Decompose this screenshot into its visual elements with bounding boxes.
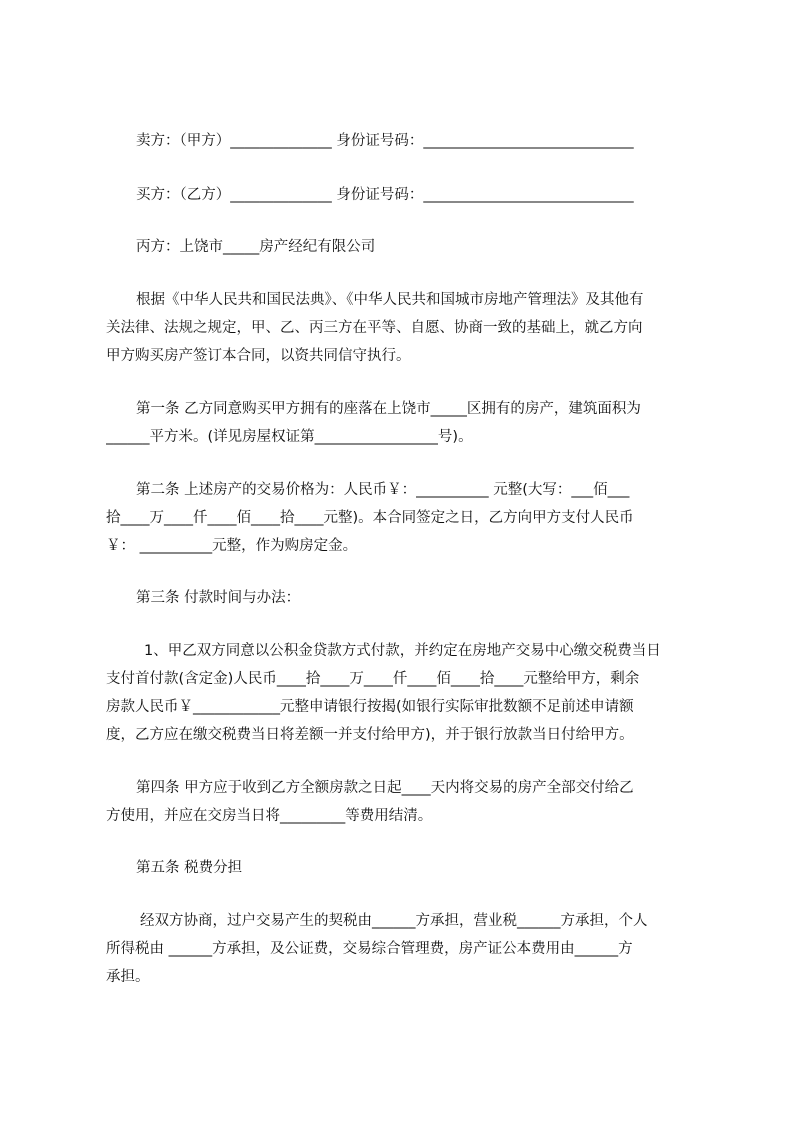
- article4-line-1: 第四条 甲方应于收到乙方全额房款之日起____天内将交易的房产全部交付给乙: [136, 780, 634, 796]
- article3-item1-line-3: 房款人民币￥____________元整申请银行按揭(如银行实际审批数额不足前述申请额: [106, 699, 634, 715]
- article5-line-2: 所得税由 ______方承担，及公证费，交易综合管理费，房产证公本费用由______方: [106, 941, 633, 957]
- preamble-line-2: 关法律、法规之规定，甲、乙、丙三方在平等、自愿、协商一致的基础上，就乙方向: [106, 320, 643, 336]
- article5-line-3: 承担。: [106, 969, 150, 985]
- article5-line-1: 经双方协商，过户交易产生的契税由______方承担，营业税______方承担，个人: [140, 913, 648, 929]
- agency-line: 丙方：上饶市_____房产经纪有限公司: [136, 239, 376, 255]
- article5-title: 第五条 税费分担: [136, 860, 243, 876]
- article3-item1-line-1: 1、甲乙双方同意以公积金贷款方式付款，并约定在房地产交易中心缴交税费当日: [144, 643, 661, 659]
- article3-title: 第三条 付款时间与办法：: [136, 590, 301, 606]
- buyer-line: 买方：（乙方）______________ 身份证号码：_____________________________: [136, 187, 634, 203]
- seller-line: 卖方：（甲方）______________ 身份证号码：_____________________________: [136, 133, 634, 149]
- preamble-line-3: 甲方购买房产签订本合同，以资共同信守执行。: [106, 348, 411, 364]
- article2-line-3: ￥： __________元整，作为购房定金。: [106, 538, 358, 554]
- article3-item1-line-4: 度，乙方应在缴交税费当日将差额一并支付给甲方)，并于银行放款当日付给甲方。: [106, 727, 634, 743]
- article2-line-1: 第二条 上述房产的交易价格为：人民币￥：__________ 元整(大写：___佰___: [136, 482, 630, 498]
- article1-line-1: 第一条 乙方同意购买甲方拥有的座落在上饶市_____区拥有的房产，建筑面积为: [136, 401, 641, 417]
- preamble-line-1: 根据《中华人民共和国民法典》、《中华人民共和国城市房地产管理法》及其他有: [136, 292, 644, 308]
- article2-line-2: 拾____万____仟____佰____拾____元整)。本合同签定之日，乙方向甲方支付人民币: [106, 510, 634, 526]
- article1-line-2: ______平方米。(详见房屋权证第_________________号)。: [106, 429, 473, 445]
- article4-line-2: 方使用，并应在交房当日将_________等费用结清。: [106, 808, 433, 824]
- article3-item1-line-2: 支付首付款(含定金)人民币____拾____万____仟____佰____拾____元整给甲方，剩余: [106, 671, 640, 687]
